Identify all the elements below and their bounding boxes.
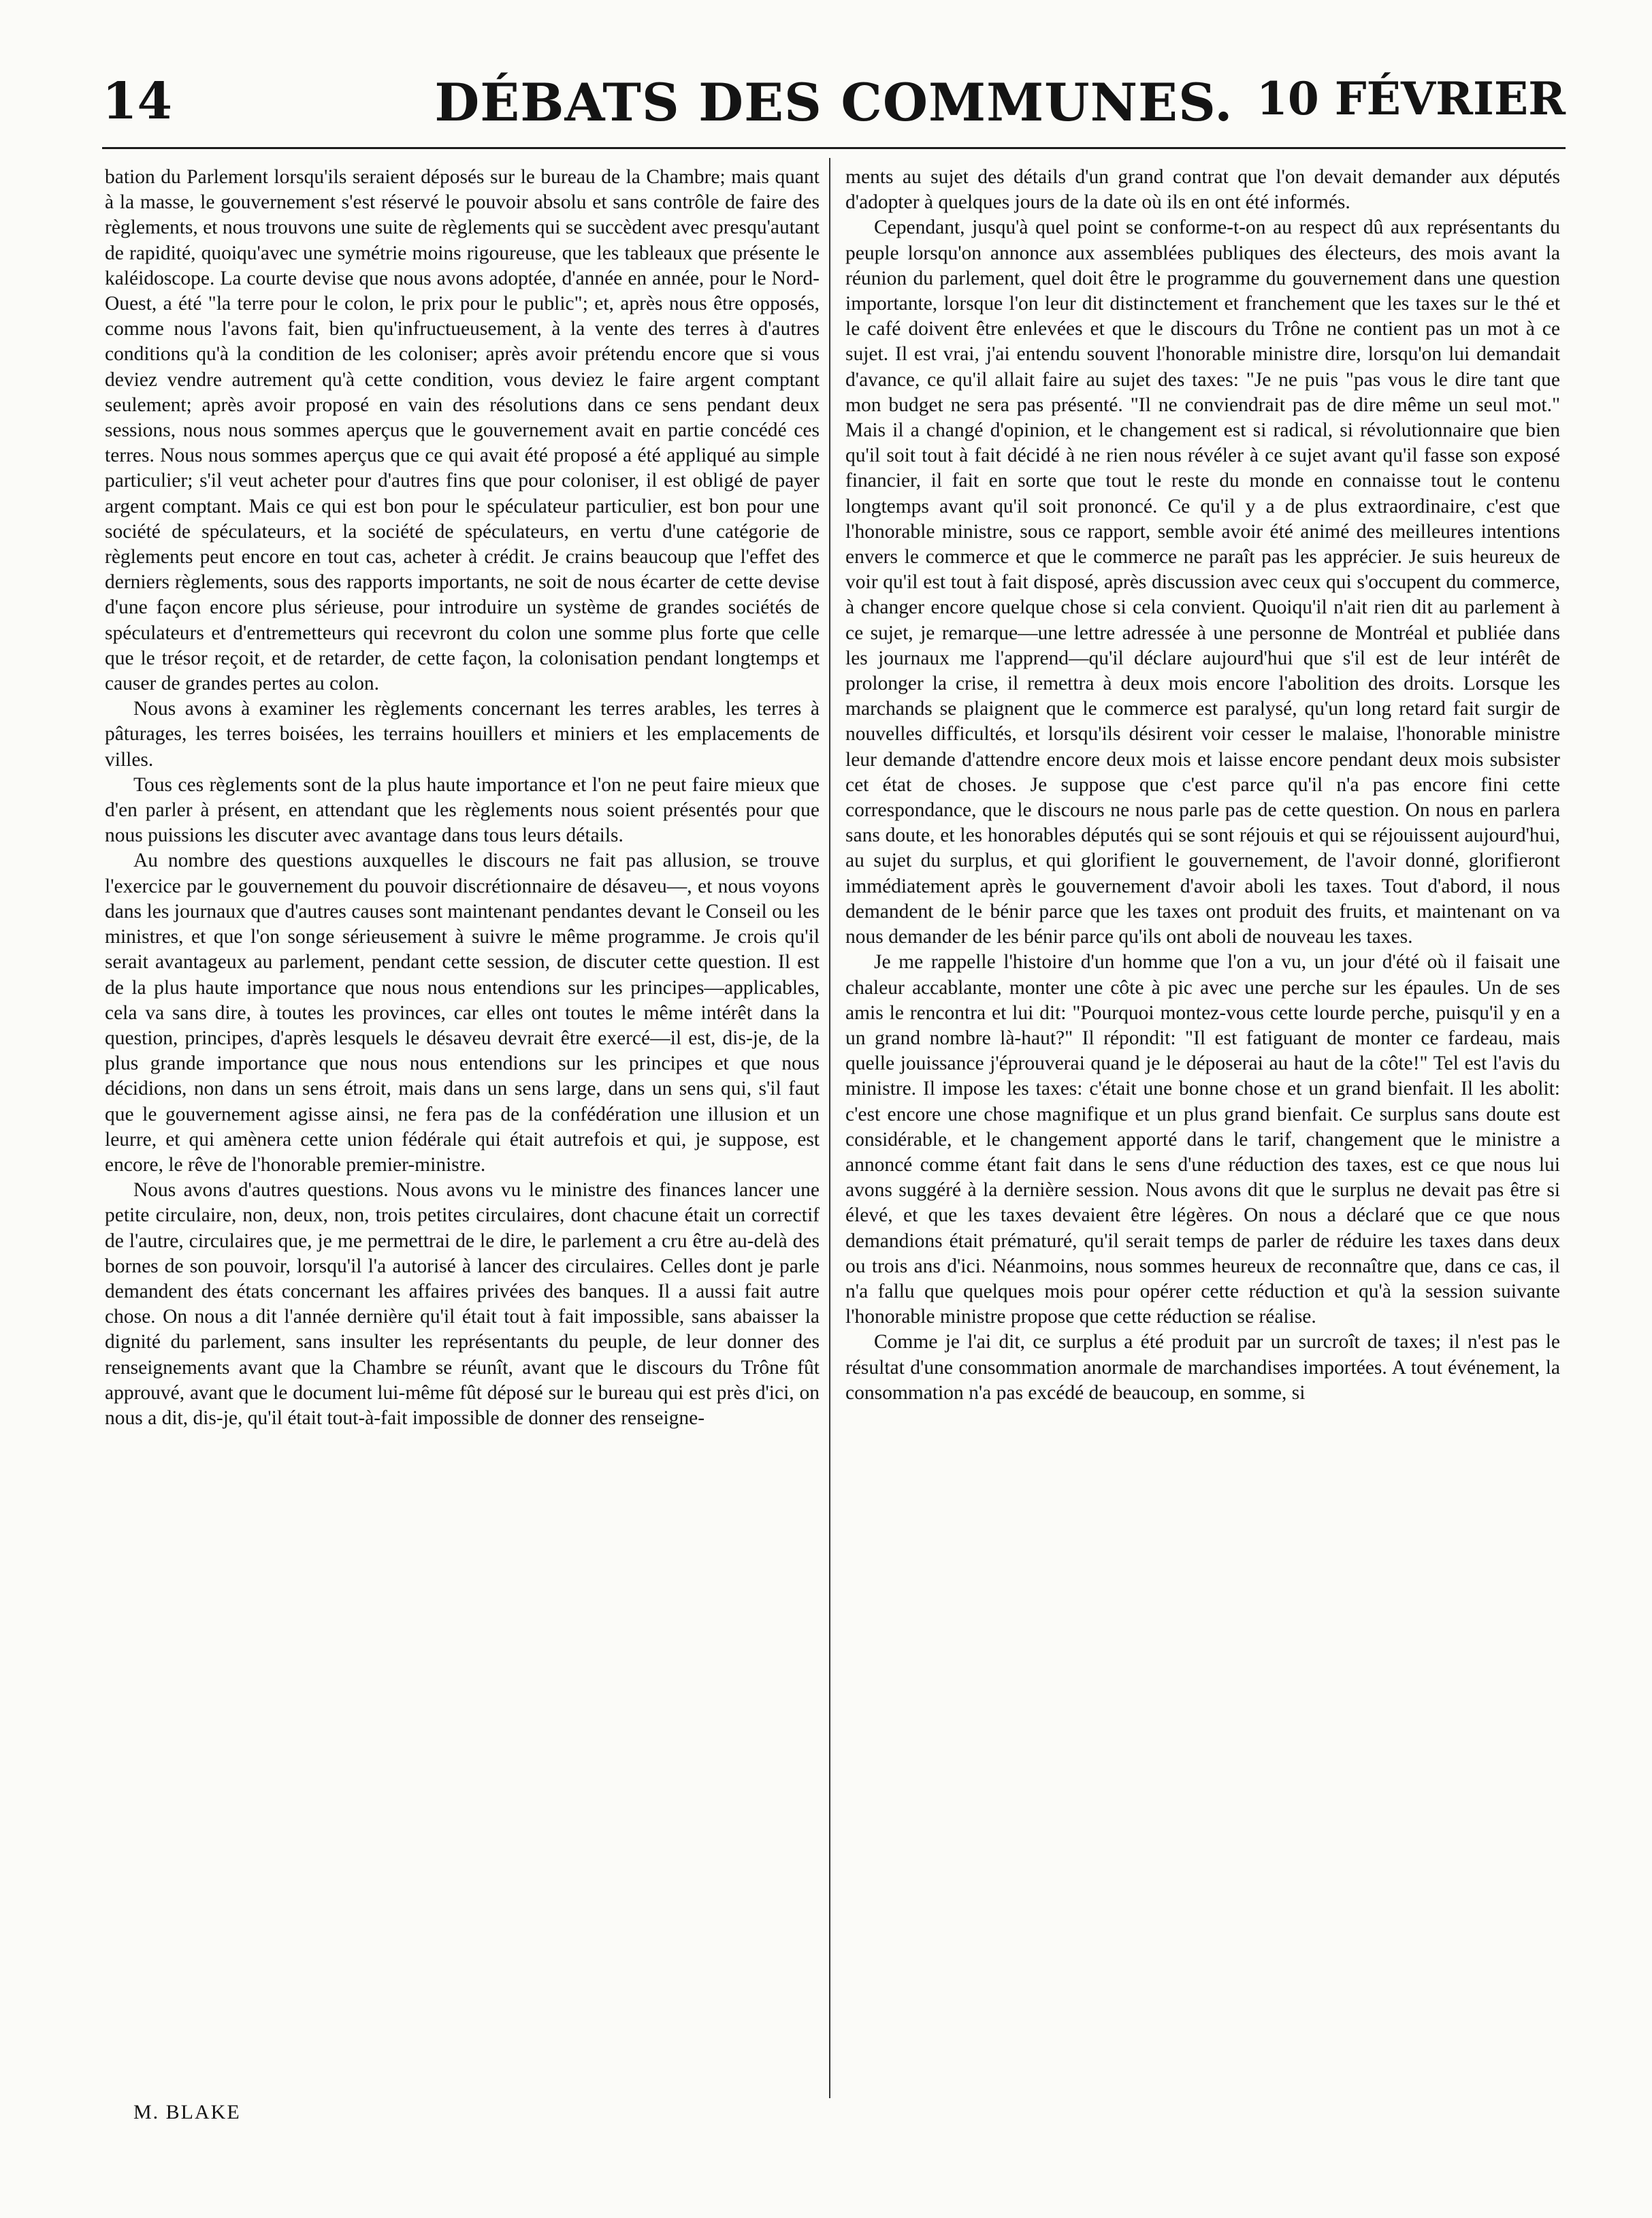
paragraph: Comme je l'ai dit, ce surplus a été produit par un surcroît de taxes; il n'est pas le résultat d'une consommation anormale de marchandises importées. A tout événement, la consommation n'a pas excédé de beaucoup, en somme, si — [845, 1331, 1560, 1404]
paragraph: Nous avons d'autres questions. Nous avons vu le ministre des finances lancer une petite circulaire, non, deux, non, trois petites circulaires, dont chacune était un correctif de l'autre, circulaires que, je me permettrai de le dire, le parlement a cru être au-delà des bornes de son pouvoir, lorsqu'il l'a autorisé à lancer des circulaires. Celles dont je parle demandent des états concernant les affaires privées des banques. Il a aussi fait autre chose. On nous a dit l'année dernière qu'il était tout à fait impossible, sans abaisser la dignité du parlement, sans insulter les représentants du peuple, de leur donner des renseignements avant que la Chambre se réunît, avant que le discours du Trône fût approuvé, avant que le document lui-même fût déposé sur le bureau qui est près d'ici, on nous a dit, dis-je, qu'il était tout-à-fait impossible de donner des renseigne- — [105, 1179, 820, 1429]
page-header — [102, 60, 1566, 142]
column-divider — [829, 158, 830, 2098]
header-rule — [102, 147, 1566, 149]
left-column — [105, 165, 820, 1431]
speaker-name: M. BLAKE — [133, 2101, 241, 2123]
paragraph: ments au sujet des détails d'un grand contrat que l'on devait demander aux députés d'adopter à quelques jours de la date où ils en ont été informés. — [845, 166, 1560, 214]
right-column — [845, 165, 1560, 1406]
page-number: 14 — [102, 72, 172, 131]
paragraph: Tous ces règlements sont de la plus haute importance et l'on ne peut faire mieux que d'en parler à présent, en attendant que les règlements nous soient présentés pour que nous puissions les discuter avec avantage dans tous leurs détails. — [105, 773, 820, 847]
paragraph: Nous avons à examiner les règlements concernant les terres arables, les terres à pâturages, les terres boisées, les terrains houillers et miniers et les emplacements de villes. — [105, 698, 820, 771]
paragraph: Cependant, jusqu'à quel point se conforme-t-on au respect dû aux représentants du peuple lorsqu'on annonce aux assemblées publiques des électeurs, des mois avant la réunion du parlement, quel doit être le programme du gouvernement dans une question importante, lorsque l'on leur dit distinctement et franchement que les taxes sur le thé et le café doivent être enlevées et que le discours du Trône ne contient pas un mot à ce sujet. Il est vrai, j'ai entendu souvent l'honorable ministre dire, lorsqu'on lui demandait d'avance, ce qu'il allait faire au sujet des taxes: "Je ne puis "pas vous le dire tant que mon budget ne sera pas présenté. "Il ne conviendrait pas de dire même un seul mot." Mais il a changé d'opinion, et le changement est si radical, si révolutionnaire que bien qu'il soit tout à fait décidé à ne rien nous révéler à ce sujet avant qu'il fasse son exposé financier, il fait en sorte que tout le reste du monde en connaisse tout le contenu longtemps avant qu'il soit prononcé. Ce qu'il y a de plus extraordinaire, c'est que l'honorable ministre, sous ce rapport, semble avoir été animé des meilleures intentions envers le commerce et que le commerce ne paraît pas les apprécier. Je suis heureux de voir qu'il est tout à fait disposé, après discussion avec ceux qui s'occupent du commerce, à changer encore quelque chose si cela convient. Quoiqu'il n'ait rien dit au parlement à ce sujet, je remarque—une lettre adressée à une personne de Montréal et publiée dans les journaux me l'apprend—qu'il déclare aujourd'hui que s'il est de leur intérêt de prolonger la crise, il remettra à deux mois encore l'abolition des droits. Lorsque les marchands se plaignent que le commerce est paralysé, qu'un long retard fait surgir de nouvelles difficultés, et lorsqu'ils désirent voir cesser le malaise, l'honorable ministre leur demande d'attendre encore deux mois et laisse encore pendant deux mois subsister cet état de choses. Je suppose que c'est parce qu'il n'a pas encore fini cette correspondance, que le discours ne nous parle pas de cette question. On nous en parlera sans doute, et les honorables députés qui se sont réjouis et qui se réjouissent aujourd'hui, au sujet du surplus, et qui glorifient le gouvernement, de l'avoir donné, glorifieront immédiatement après le gouvernement d'avoir aboli les taxes. Tout d'abord, il nous demandent de le bénir parce que les taxes ont produit des fruits, et maintenant on va nous demander de les bénir parce qu'ils ont aboli de nouveau les taxes. — [845, 216, 1560, 948]
paragraph: Au nombre des questions auxquelles le discours ne fait pas allusion, se trouve l'exercice par le gouvernement du pouvoir discrétionnaire de désaveu—, et nous voyons dans les journaux que d'autres causes sont maintenant pendantes devant le Conseil ou les ministres, et que l'on songe sérieusement à suivre le même programme. Je crois qu'il serait avantageux au parlement, pendant cette session, de discuter cette question. Il est de la plus haute importance que nous nous entendions sur les principes—applicables, cela va sans dire, à toutes les provinces, car elles ont toutes le même intérêt dans la question, principes, d'après lesquels le désaveu devrait être exercé—il est, dis-je, de la plus grande importance que nous nous entendions sur les principes et que nous décidions, non dans un sens étroit, mais dans un sens large, dans un sens qui, s'il faut que le gouvernement agisse ainsi, ne fera pas de la confédération une illusion et un leurre, et qui amènera cette union fédérale qui était autrefois et qui, je suppose, est encore, le rêve de l'honorable premier-ministre. — [105, 850, 820, 1176]
header-date: 10 FÉVRIER — [1256, 72, 1566, 125]
journal-title: DÉBATS DES COMMUNES. — [434, 72, 1233, 133]
paragraph: bation du Parlement lorsqu'ils seraient déposés sur le bureau de la Chambre; mais quant à la masse, le gouvernement s'est réservé le pouvoir absolu et sans contrôle de faire des règlements, et nous trouvons une suite de règlements qui se succèdent avec presqu'autant de rapidité, quoiqu'avec une symétrie moins rigoureuse, que les tableaux que présente le kaléidoscope. La courte devise que nous avons adoptée, d'année en année, pour le Nord-Ouest, a été "la terre pour le colon, le prix pour le public"; et, après nous être opposés, comme nous l'avons fait, bien qu'infructueusement, à la vente des terres à d'autres conditions qu'à la condition de les coloniser; après avoir prétendu encore que si vous deviez vendre autrement qu'à cette condition, vous deviez le faire argent comptant seulement; après avoir proposé en vain des résolutions dans ce sens pendant deux sessions, nous nous sommes aperçus que le gouvernement avait en partie concédé ces terres. Nous nous sommes aperçus que ce qui avait été proposé a été appliqué au simple particulier; s'il veut acheter pour d'autres fins que pour coloniser, il est obligé de payer argent comptant. Mais ce qui est bon pour le spéculateur particulier, est bon pour une société de spéculateurs, et la société de spéculateurs, en vertu d'une catégorie de règlements peut encore en tout cas, acheter à crédit. Je crains beaucoup que l'effet des derniers règlements, sous des rapports importants, ne soit de nous écarter de cette devise d'une façon encore plus sérieuse, pour introduire un système de grandes sociétés de spéculateurs et d'entremetteurs qui recevront du colon une somme plus forte que celle que le trésor reçoit, et de retarder, de cette façon, la colonisation pendant longtemps et causer de grandes pertes au colon. — [105, 166, 820, 695]
paragraph: Je me rappelle l'histoire d'un homme que l'on a vu, un jour d'été où il faisait une chaleur accablante, monter une côte à pic avec une perche sur les épaules. Un de ses amis le rencontra et lui dit: "Pourquoi montez-vous cette lourde perche, puisqu'il y en a un grand nombre là-haut?" Il répondit: "Il est fatiguant de monter ce fardeau, mais quelle jouissance j'éprouverai quand je le déposerai au haut de la côte!" Tel est l'avis du ministre. Il impose les taxes: c'était une bonne chose et un grand bienfait. Il les abolit: c'est encore une chose magnifique et un plus grand bienfait. Ce surplus sans doute est considérable, et le changement apporté dans le tarif, changement que le ministre a annoncé comme étant fait dans le sens d'une réduction des taxes, est ce que nous lui avons suggéré à la dernière session. Nous avons dit que le surplus ne devait pas être si élevé, et que les taxes devaient être légères. On nous a déclaré que ce que nous demandions était prématuré, qu'il serait temps de parler de réduire les taxes dans deux ou trois ans d'ici. Néanmoins, nous sommes heureux de reconnaître que, dans ce cas, il n'a fallu que quelques mois pour opérer cette réduction et qu'à la session suivante l'honorable ministre propose que cette réduction se réalise. — [845, 951, 1560, 1328]
